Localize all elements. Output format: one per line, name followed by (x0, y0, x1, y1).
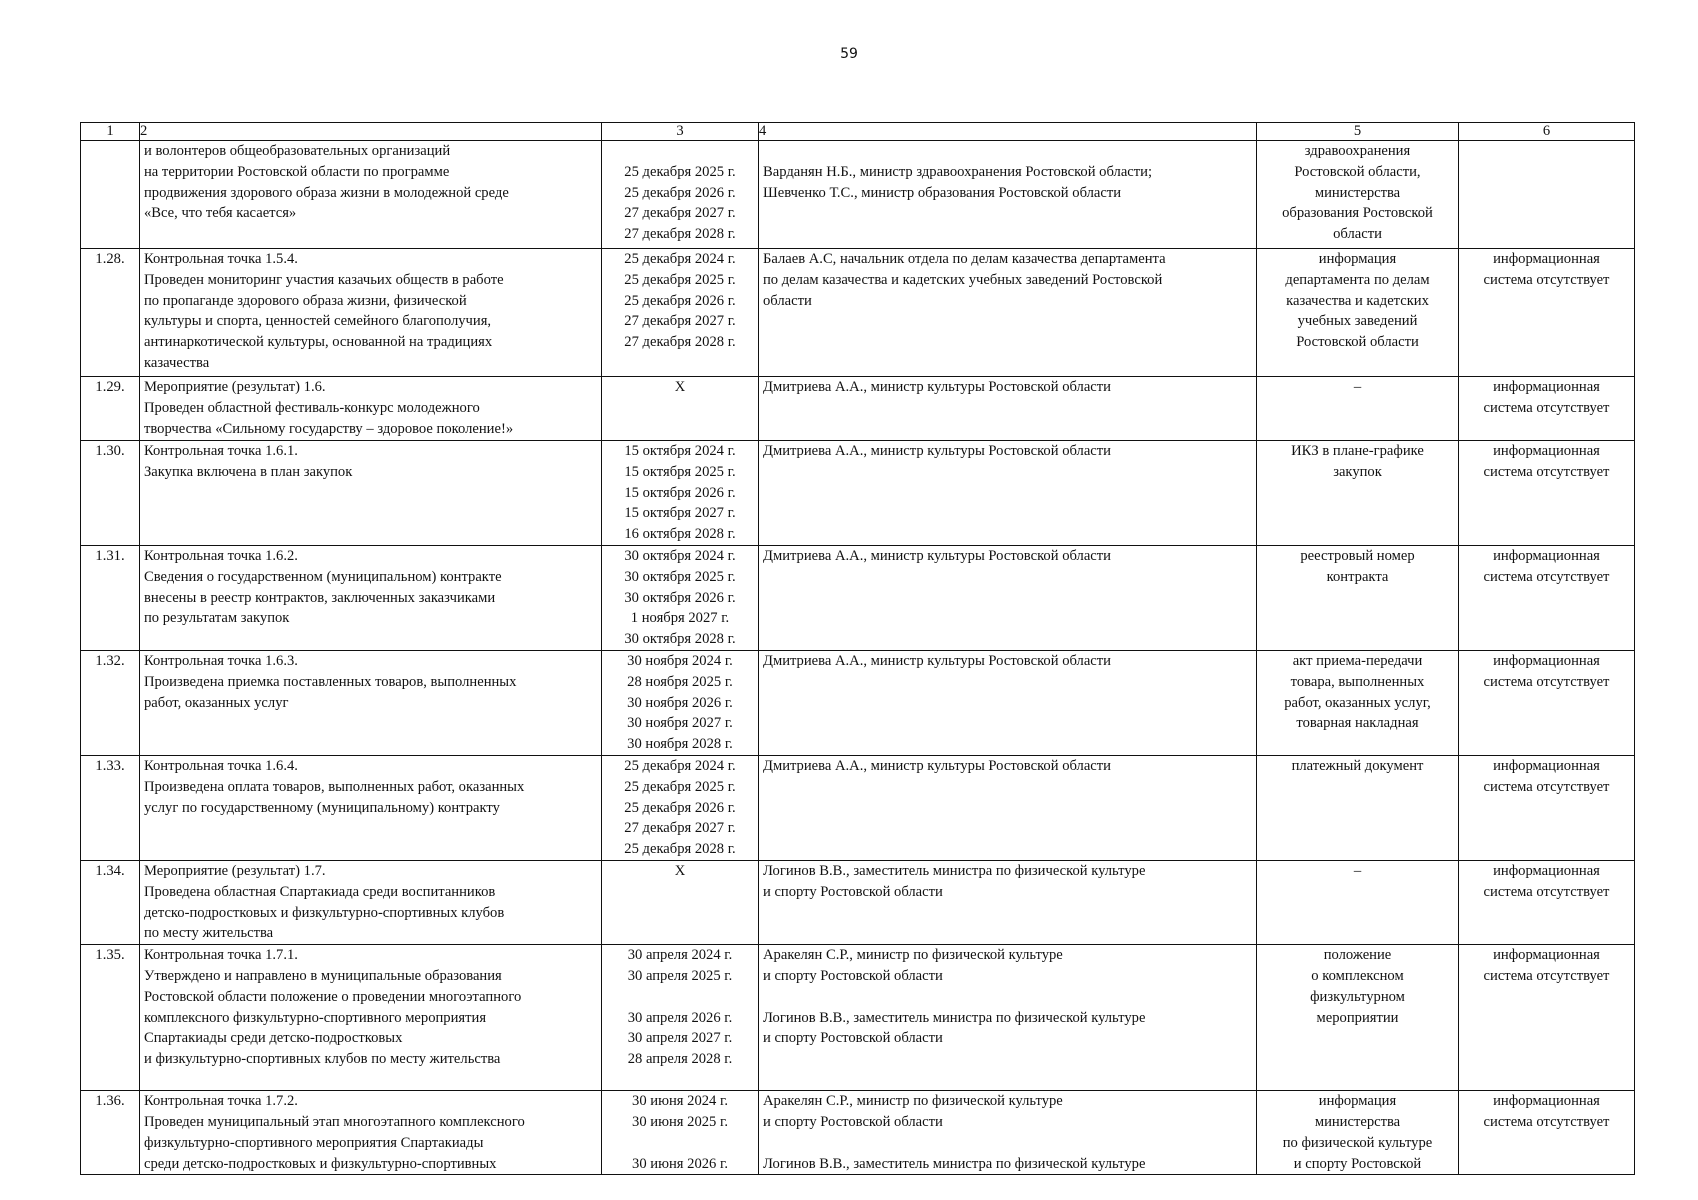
row-dates: 25 декабря 2024 г. 25 декабря 2025 г. 25 декабря 2026 г. 27 декабря 2027 г. 25 декабря 2028 г. (602, 755, 759, 860)
table-row (81, 1091, 1635, 1175)
row-number: 1.35. (81, 945, 140, 1091)
row-document: информация департамента по делам казачества и кадетских учебных заведений Ростовской области (1257, 249, 1459, 377)
row-info-system: информационная система отсутствует (1459, 545, 1635, 650)
column-header-4: 4 (759, 123, 1257, 141)
row-responsible: Логинов В.В., заместитель министра по физической культуре и спорту Ростовской области (759, 860, 1257, 944)
row-dates: 15 октября 2024 г. 15 октября 2025 г. 15 октября 2026 г. 15 октября 2027 г. 16 октября 2028 г. (602, 441, 759, 546)
column-header-2: 2 (140, 123, 602, 141)
table-row (81, 249, 1635, 377)
row-info-system: информационная система отсутствует (1459, 441, 1635, 546)
row-responsible: Дмитриева А.А., министр культуры Ростовской области (759, 755, 1257, 860)
row-number: 1.34. (81, 860, 140, 944)
row-description: Контрольная точка 1.6.1. Закупка включена в план закупок (140, 441, 602, 546)
table-row (81, 945, 1635, 1091)
row-responsible: Дмитриева А.А., министр культуры Ростовской области (759, 545, 1257, 650)
row-info-system: информационная система отсутствует (1459, 650, 1635, 755)
plan-table (80, 122, 1635, 1175)
column-header-1: 1 (81, 123, 140, 141)
row-responsible: Аракелян С.Р., министр по физической культуре и спорту Ростовской области Логинов В.В., заместитель министра по физической культуре (759, 1091, 1257, 1175)
row-number (81, 141, 140, 249)
row-number: 1.32. (81, 650, 140, 755)
row-document: положение о комплексном физкультурном мероприятии (1257, 945, 1459, 1091)
row-document: – (1257, 860, 1459, 944)
row-dates: 30 июня 2024 г. 30 июня 2025 г. 30 июня 2026 г. (602, 1091, 759, 1175)
row-document: – (1257, 377, 1459, 441)
column-header-6: 6 (1459, 123, 1635, 141)
row-description: Контрольная точка 1.6.3. Произведена приемка поставленных товаров, выполненных работ, оказанных услуг (140, 650, 602, 755)
row-document: акт приема-передачи товара, выполненных работ, оказанных услуг, товарная накладная (1257, 650, 1459, 755)
table-row (81, 545, 1635, 650)
row-number: 1.30. (81, 441, 140, 546)
column-header-5: 5 (1257, 123, 1459, 141)
row-responsible: Дмитриева А.А., министр культуры Ростовской области (759, 441, 1257, 546)
row-info-system: информационная система отсутствует (1459, 860, 1635, 944)
row-info-system: информационная система отсутствует (1459, 945, 1635, 1091)
row-info-system: информационная система отсутствует (1459, 755, 1635, 860)
row-responsible: Балаев А.С, начальник отдела по делам казачества департамента по делам казачества и кадетских учебных заведений Ростовской области (759, 249, 1257, 377)
row-description: Контрольная точка 1.6.4. Произведена оплата товаров, выполненных работ, оказанных услуг по государственному (муниципальному) контракту (140, 755, 602, 860)
table-row (81, 377, 1635, 441)
row-dates: 30 ноября 2024 г. 28 ноября 2025 г. 30 ноября 2026 г. 30 ноября 2027 г. 30 ноября 2028 г. (602, 650, 759, 755)
table-header-row (81, 123, 1635, 141)
row-description: Мероприятие (результат) 1.6. Проведен областной фестиваль-конкурс молодежного творчества «Сильному государству – здоровое поколение!» (140, 377, 602, 441)
page-number: 59 (840, 46, 858, 62)
row-responsible: Дмитриева А.А., министр культуры Ростовской области (759, 650, 1257, 755)
row-dates: 25 декабря 2025 г. 25 декабря 2026 г. 27 декабря 2027 г. 27 декабря 2028 г. (602, 141, 759, 249)
row-document: реестровый номер контракта (1257, 545, 1459, 650)
row-description: Контрольная точка 1.5.4. Проведен мониторинг участия казачьих обществ в работе по пропаганде здорового образа жизни, физической культуры и спорта, ценностей семейного благополучия, антинаркотической культуры, основанной на традициях казачества (140, 249, 602, 377)
row-number: 1.28. (81, 249, 140, 377)
row-document: здравоохранения Ростовской области, министерства образования Ростовской области (1257, 141, 1459, 249)
table-row (81, 860, 1635, 944)
row-description: Контрольная точка 1.6.2. Сведения о государственном (муниципальном) контракте внесены в реестр контрактов, заключенных заказчиками по результатам закупок (140, 545, 602, 650)
row-number: 1.29. (81, 377, 140, 441)
row-description: Мероприятие (результат) 1.7. Проведена областная Спартакиада среди воспитанников детско-подростковых и физкультурно-спортивных клубов по месту жительства (140, 860, 602, 944)
row-info-system: информационная система отсутствует (1459, 1091, 1635, 1175)
row-info-system: информационная система отсутствует (1459, 249, 1635, 377)
row-responsible: Аракелян С.Р., министр по физической культуре и спорту Ростовской области Логинов В.В., заместитель министра по физической культуре и спорту Ростовской области (759, 945, 1257, 1091)
row-dates: 30 октября 2024 г. 30 октября 2025 г. 30 октября 2026 г. 1 ноября 2027 г. 30 октября 2028 г. (602, 545, 759, 650)
table-row (81, 755, 1635, 860)
row-document: платежный документ (1257, 755, 1459, 860)
row-number: 1.33. (81, 755, 140, 860)
row-responsible: Варданян Н.Б., министр здравоохранения Ростовской области; Шевченко Т.С., министр образования Ростовской области (759, 141, 1257, 249)
row-document: ИКЗ в плане-графике закупок (1257, 441, 1459, 546)
row-description: и волонтеров общеобразовательных организаций на территории Ростовской области по программе продвижения здорового образа жизни в молодежной среде «Все, что тебя касается» (140, 141, 602, 249)
row-dates: 25 декабря 2024 г. 25 декабря 2025 г. 25 декабря 2026 г. 27 декабря 2027 г. 27 декабря 2028 г. (602, 249, 759, 377)
row-description: Контрольная точка 1.7.1. Утверждено и направлено в муниципальные образования Ростовской области положение о проведении многоэтапного комплексного физкультурно-спортивного мероприятия Спартакиады среди детско-подростковых и физкультурно-спортивных клубов по месту жительства (140, 945, 602, 1091)
row-number: 1.36. (81, 1091, 140, 1175)
column-header-3: 3 (602, 123, 759, 141)
row-document: информация министерства по физической культуре и спорту Ростовской (1257, 1091, 1459, 1175)
table-row (81, 650, 1635, 755)
row-description: Контрольная точка 1.7.2. Проведен муниципальный этап многоэтапного комплексного физкультурно-спортивного мероприятия Спартакиады среди детско-подростковых и физкультурно-спортивных (140, 1091, 602, 1175)
table-row (81, 141, 1635, 249)
row-dates: 30 апреля 2024 г. 30 апреля 2025 г. 30 апреля 2026 г. 30 апреля 2027 г. 28 апреля 2028 г. (602, 945, 759, 1091)
row-info-system: информационная система отсутствует (1459, 377, 1635, 441)
row-info-system (1459, 141, 1635, 249)
row-dates: Х (602, 860, 759, 944)
table-row (81, 441, 1635, 546)
row-dates: Х (602, 377, 759, 441)
row-number: 1.31. (81, 545, 140, 650)
row-responsible: Дмитриева А.А., министр культуры Ростовской области (759, 377, 1257, 441)
